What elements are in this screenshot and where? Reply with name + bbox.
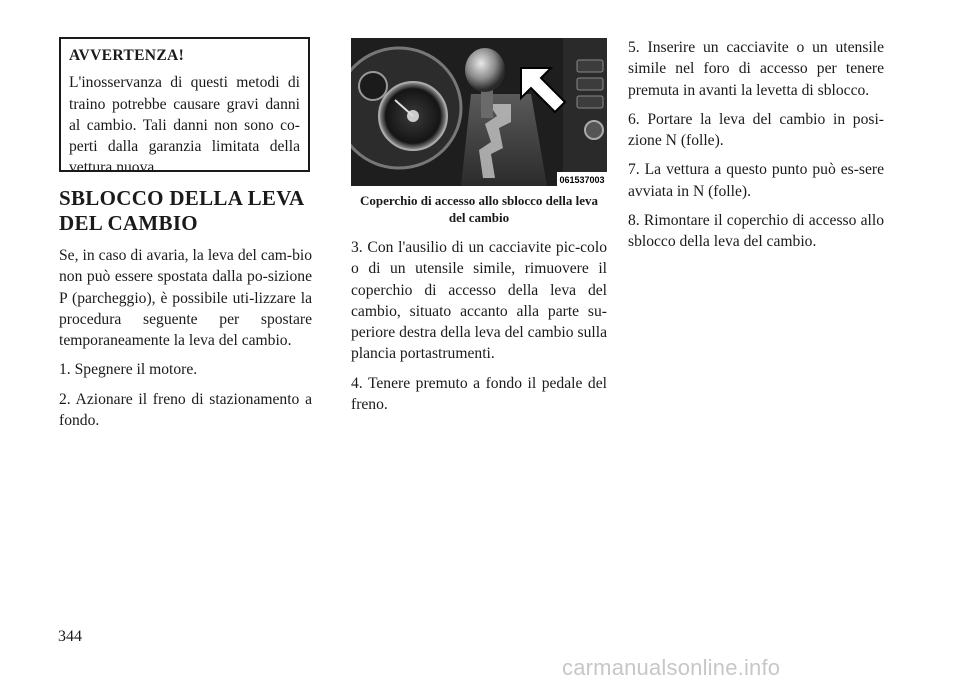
step-1: 1. Spegnere il motore. — [59, 361, 198, 379]
figure-code: 061537003 — [559, 175, 605, 185]
shifter-photo — [351, 38, 607, 186]
section-intro: Se, in caso di avaria, la leva del cam-bio non può essere spostata dalla po-sizione P (parcheggio), è possibile uti-lizzare la procedura seguente per spostare temporaneamente la leva del cambio. — [59, 247, 312, 350]
step-5: 5. Inserire un cacciavite o un utensile simile nel foro di accesso per tenere premuta in avanti la levetta di sblocco. — [628, 39, 884, 99]
warning-box — [59, 37, 310, 177]
right-column — [628, 37, 884, 261]
step-6: 6. Portare la leva del cambio in posi-zione N (folle). — [628, 110, 884, 150]
step-7: 7. La vettura a questo punto può es-sere avviata in N (folle). — [628, 161, 884, 200]
step-3: 3. Con l'ausilio di un cacciavite pic-colo o di un utensile simile, rimuovere il coperchio di accesso della leva del cambio, situato accanto alla parte su-periore destra della leva del cambio sulla plancia portastrumenti. — [351, 239, 607, 363]
warning-body: L'inosservanza di questi metodi di traino potrebbe causare gravi danni al cambio. Tali danni non sono co-perti dalla garanzia limitata della vettura nuova. — [69, 74, 300, 177]
section-heading: SBLOCCO DELLA LEVA DEL CAMBIO — [59, 186, 304, 235]
step-2: 2. Azionare il freno di stazionamento a fondo. — [59, 390, 312, 430]
step-8: 8. Rimontare il coperchio di accesso allo sblocco della leva del cambio. — [628, 212, 884, 251]
left-column — [59, 245, 312, 439]
middle-column — [351, 237, 607, 423]
warning-title: AVVERTENZA! — [69, 47, 185, 64]
step-4: 4. Tenere premuto a fondo il pedale del freno. — [351, 374, 607, 414]
watermark[interactable]: carmanualsonline.info — [562, 655, 781, 680]
figure-caption: Coperchio di accesso allo sblocco della leva del cambio — [359, 193, 599, 225]
page-number: 344 — [58, 628, 82, 645]
